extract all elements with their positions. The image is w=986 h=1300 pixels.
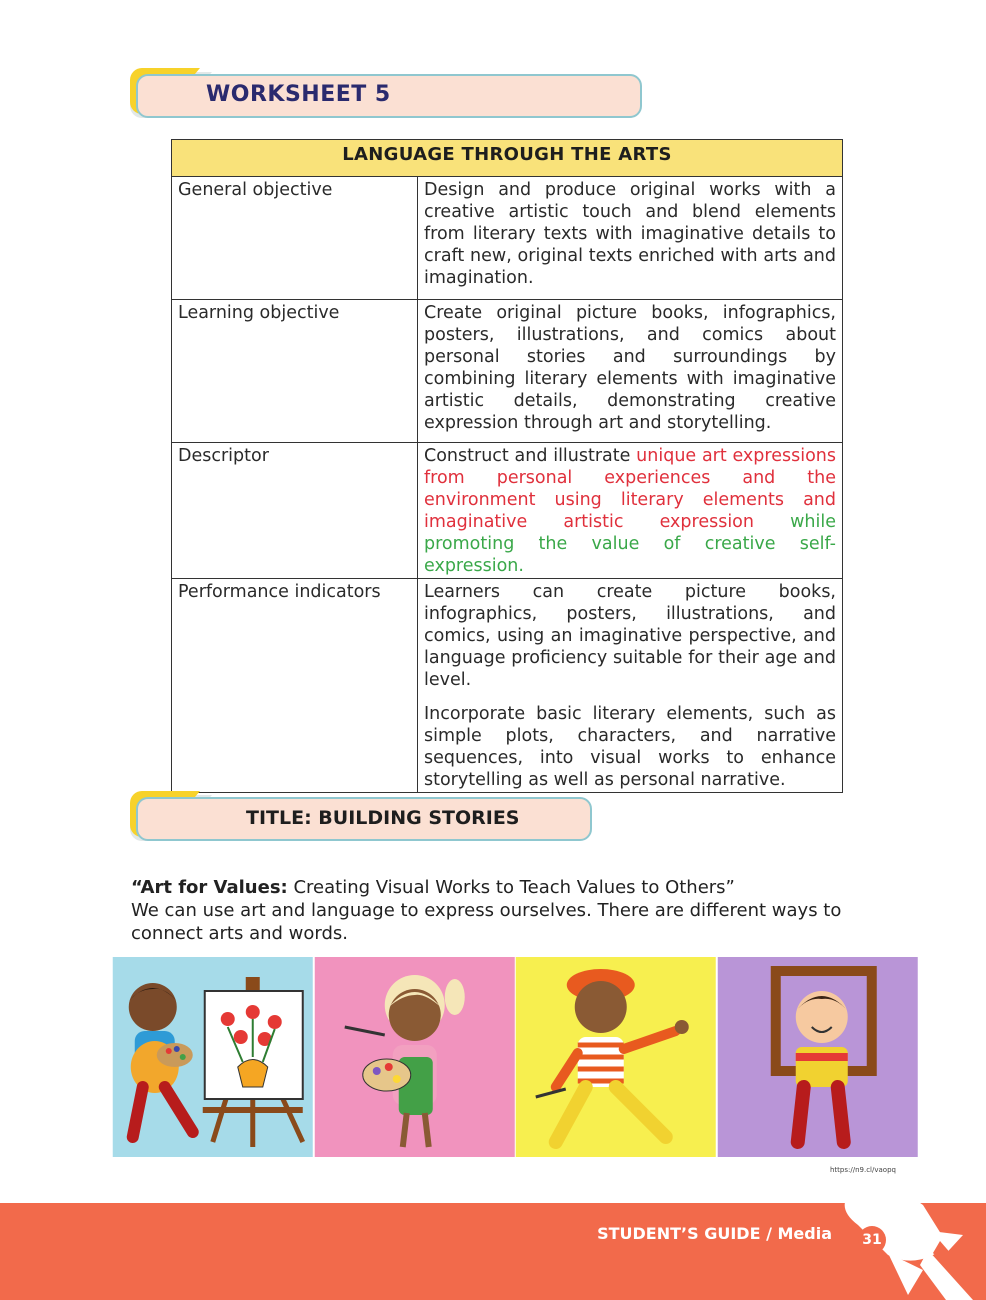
frame-boy-image (717, 957, 919, 1157)
worksheet-title: WORKSHEET 5 (206, 82, 391, 107)
section-title-banner (130, 795, 592, 841)
footer-separator: / (760, 1224, 778, 1243)
indicator-paragraph-2: Incorporate basic literary elements, such as simple plots, characters, and narrative sequences, into visual works to enhance storytelling as well as personal narrative. (424, 704, 836, 790)
table-header: LANGUAGE THROUGH THE ARTS (172, 140, 843, 177)
intro-line-1 (131, 876, 911, 899)
intro-bold: “Art for Values: (131, 877, 288, 898)
indicator-paragraph-1: Learners can create picture books, infographics, posters, illustrations, and comics, using an imaginative perspective, and language proficiency suitable for their age and level. (424, 582, 836, 690)
illustration-strip (112, 957, 918, 1157)
painter-girl-image (314, 957, 516, 1157)
painter-boy-image (112, 957, 314, 1157)
image-credit: https://n9.cl/vaopq (830, 1166, 896, 1174)
footer-text (597, 1224, 832, 1243)
section-title: TITLE: BUILDING STORIES (246, 807, 520, 829)
descriptor-red-text: unique art expressions from personal experiences and the environment using literary elements and imaginative artistic expression (424, 446, 836, 532)
page-number: 31 (858, 1226, 886, 1254)
intro-text (131, 876, 911, 945)
row-label: Descriptor (172, 443, 418, 579)
table-row (172, 579, 843, 793)
row-label: General objective (172, 177, 418, 300)
intro-line-2: We can use art and language to express ourselves. There are different ways to connect arts and words. (131, 900, 842, 944)
row-label: Learning objective (172, 300, 418, 443)
footer-guide: STUDENT’S GUIDE (597, 1224, 761, 1243)
footer-subject: Media (777, 1224, 832, 1243)
worksheet-banner (130, 72, 642, 118)
row-label: Performance indicators (172, 579, 418, 793)
beret-boy-image (515, 957, 717, 1157)
intro-rest: Creating Visual Works to Teach Values to Others” (287, 877, 735, 898)
table-row (172, 177, 843, 300)
descriptor-text (418, 443, 843, 579)
row-text: Create original picture books, infographics, posters, illustrations, and comics about personal stories and surroundings by combining literary elements with imaginative artistic details, demonstrating creative expression through art and storytelling. (418, 300, 843, 443)
row-text: Design and produce original works with a creative artistic touch and blend elements from literary texts with imaginative details to craft new, original texts enriched with arts and imagination. (418, 177, 843, 300)
table-row (172, 443, 843, 579)
row-text (418, 579, 843, 793)
rocket-icon (828, 1175, 978, 1300)
descriptor-plain: Construct and illustrate (424, 446, 637, 466)
table-row (172, 300, 843, 443)
objectives-table (171, 139, 843, 793)
descriptor-green-text: while promoting the value of creative self-expression. (424, 512, 836, 576)
